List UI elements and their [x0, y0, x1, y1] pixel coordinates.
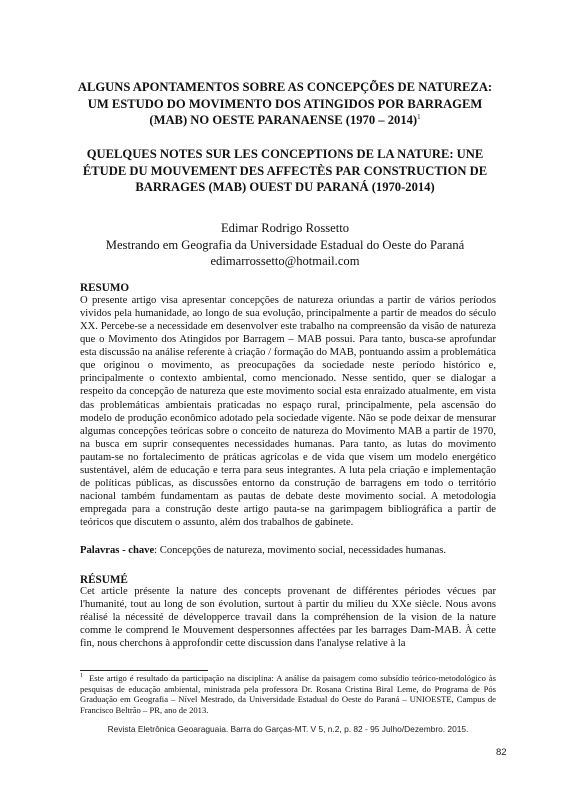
footnote-marker: 1	[80, 673, 83, 680]
keywords-label: Palavras - chave	[80, 545, 155, 556]
author-affiliation: Mestrando em Geografia da Universidade Estadual do Oeste do Paraná	[105, 237, 465, 252]
title-portuguese	[70, 79, 500, 129]
resumo-heading: RESUMO	[80, 282, 130, 294]
page-number: 82	[496, 747, 507, 758]
footnote-divider	[80, 670, 208, 671]
footnote-text: Este artigo é resultado da participação na disciplina: A análise da paisagem como subsídio teórico-metodológico às pesquisas de educação ambiental, ministrada pela professora Dr. Rosana Cristina Biral Leme, do Programa de Pós Graduação em Geografia – Nível Mestrado, da Universidade Estadual do Oeste do Paraná – UNIOESTE, Campus de Francisco Beltrão – PR, ano de 2013.	[80, 673, 496, 715]
title-portuguese-text: ALGUNS APONTAMENTOS SOBRE AS CONCEPÇÕES DE NATUREZA: UM ESTUDO DO MOVIMENTO DOS ATINGIDOS POR BARRAGEM (MAB) NO OESTE PARANAENSE (1970 – 2014)	[77, 80, 493, 128]
author-email[interactable]: edimarrossetto@hotmail.com	[210, 254, 360, 268]
resume-heading: RÉSUMÉ	[80, 574, 128, 586]
title-french: QUELQUES NOTES SUR LES CONCEPTIONS DE LA NATURE: UNE ÉTUDE DU MOUVEMENT DES AFFECTÈS PAR CONSTRUCTION DE BARRAGES (MAB) OUEST DU PARANÁ (1970-2014)	[82, 147, 488, 195]
author-name: Edimar Rodrigo Rossetto	[220, 221, 350, 235]
keywords-text: : Concepções de natureza, movimento social, necessidades humanas.	[154, 545, 446, 556]
resumo-body: O presente artigo visa apresentar concepções de natureza oriundas a partir de vários períodos vividos pela humanidade, ao longo de sua evolução, principalmente a partir de meados do século XX. Percebe-se a necessidade em desenvolver este trabalho na compreensão da visão de natureza que o Movimento dos Atingidos por Barragem – MAB possui. Para tanto, busca-se aprofundar esta discussão na análise referente à criação / formação do MAB, pontuando assim a problemática que originou o movimento, as preocupações da sociedade neste período histórico e, principalmente o contexto ambiental, como mencionado. Nesse sentido, quer se dialogar a respeito da concepção de natureza que este movimento social esta enraizado atualmente, em vista das problemáticas ambientais praticadas no espaço rural, principalmente, pela ascensão do modelo de produção econômico adotado pela sociedade vigente. Não se pode deixar de mensurar algumas concepções teóricas sobre o conceito de natureza do Movimento MAB a partir de 1970, na busca em suprir consequentes necessidades humanas. Para tanto, as lutas do movimento pautam-se no fortalecimento de práticas agrícolas e de vida que visem um modelo energético sustentável, além de educação e terra para seus integrantes. A luta pela criação e implementação de políticas públicas, as discussões entorno da construção de barragens em todo o território nacional também fundamentam as pautas de debate deste movimento social. A metodologia empregada para a construção deste artigo pauta-se na garimpagem bibliográfica a partir de teóricos que discutem o assunto, além dos trabalhos de gabinete.	[80, 295, 496, 529]
keywords-line	[80, 544, 496, 557]
resume-body: Cet article présente la nature des concepts provenant de différentes périodes vécues par l'humanité, tout au long de son évolution, surtout à partir du milieu du XXe siècle. Nous avons réalisé la nécessité de développerce travail dans la compréhension de la vision de la nature comme le comprend le Mouvement despersonnes affectées par les barrages Dam-MAB. À cette fin, nous cherchons à approfondir cette discussion dans l'analyse relative à la	[80, 586, 496, 650]
title-footnote-marker[interactable]: 1	[417, 113, 421, 121]
journal-citation: Revista Eletrônica Geoaraguaia. Barra do Garças-MT. V 5, n.2, p. 82 - 95 Julho/Dezembro. 2015.	[107, 724, 469, 734]
author-block	[60, 220, 510, 270]
footnote	[80, 673, 496, 715]
